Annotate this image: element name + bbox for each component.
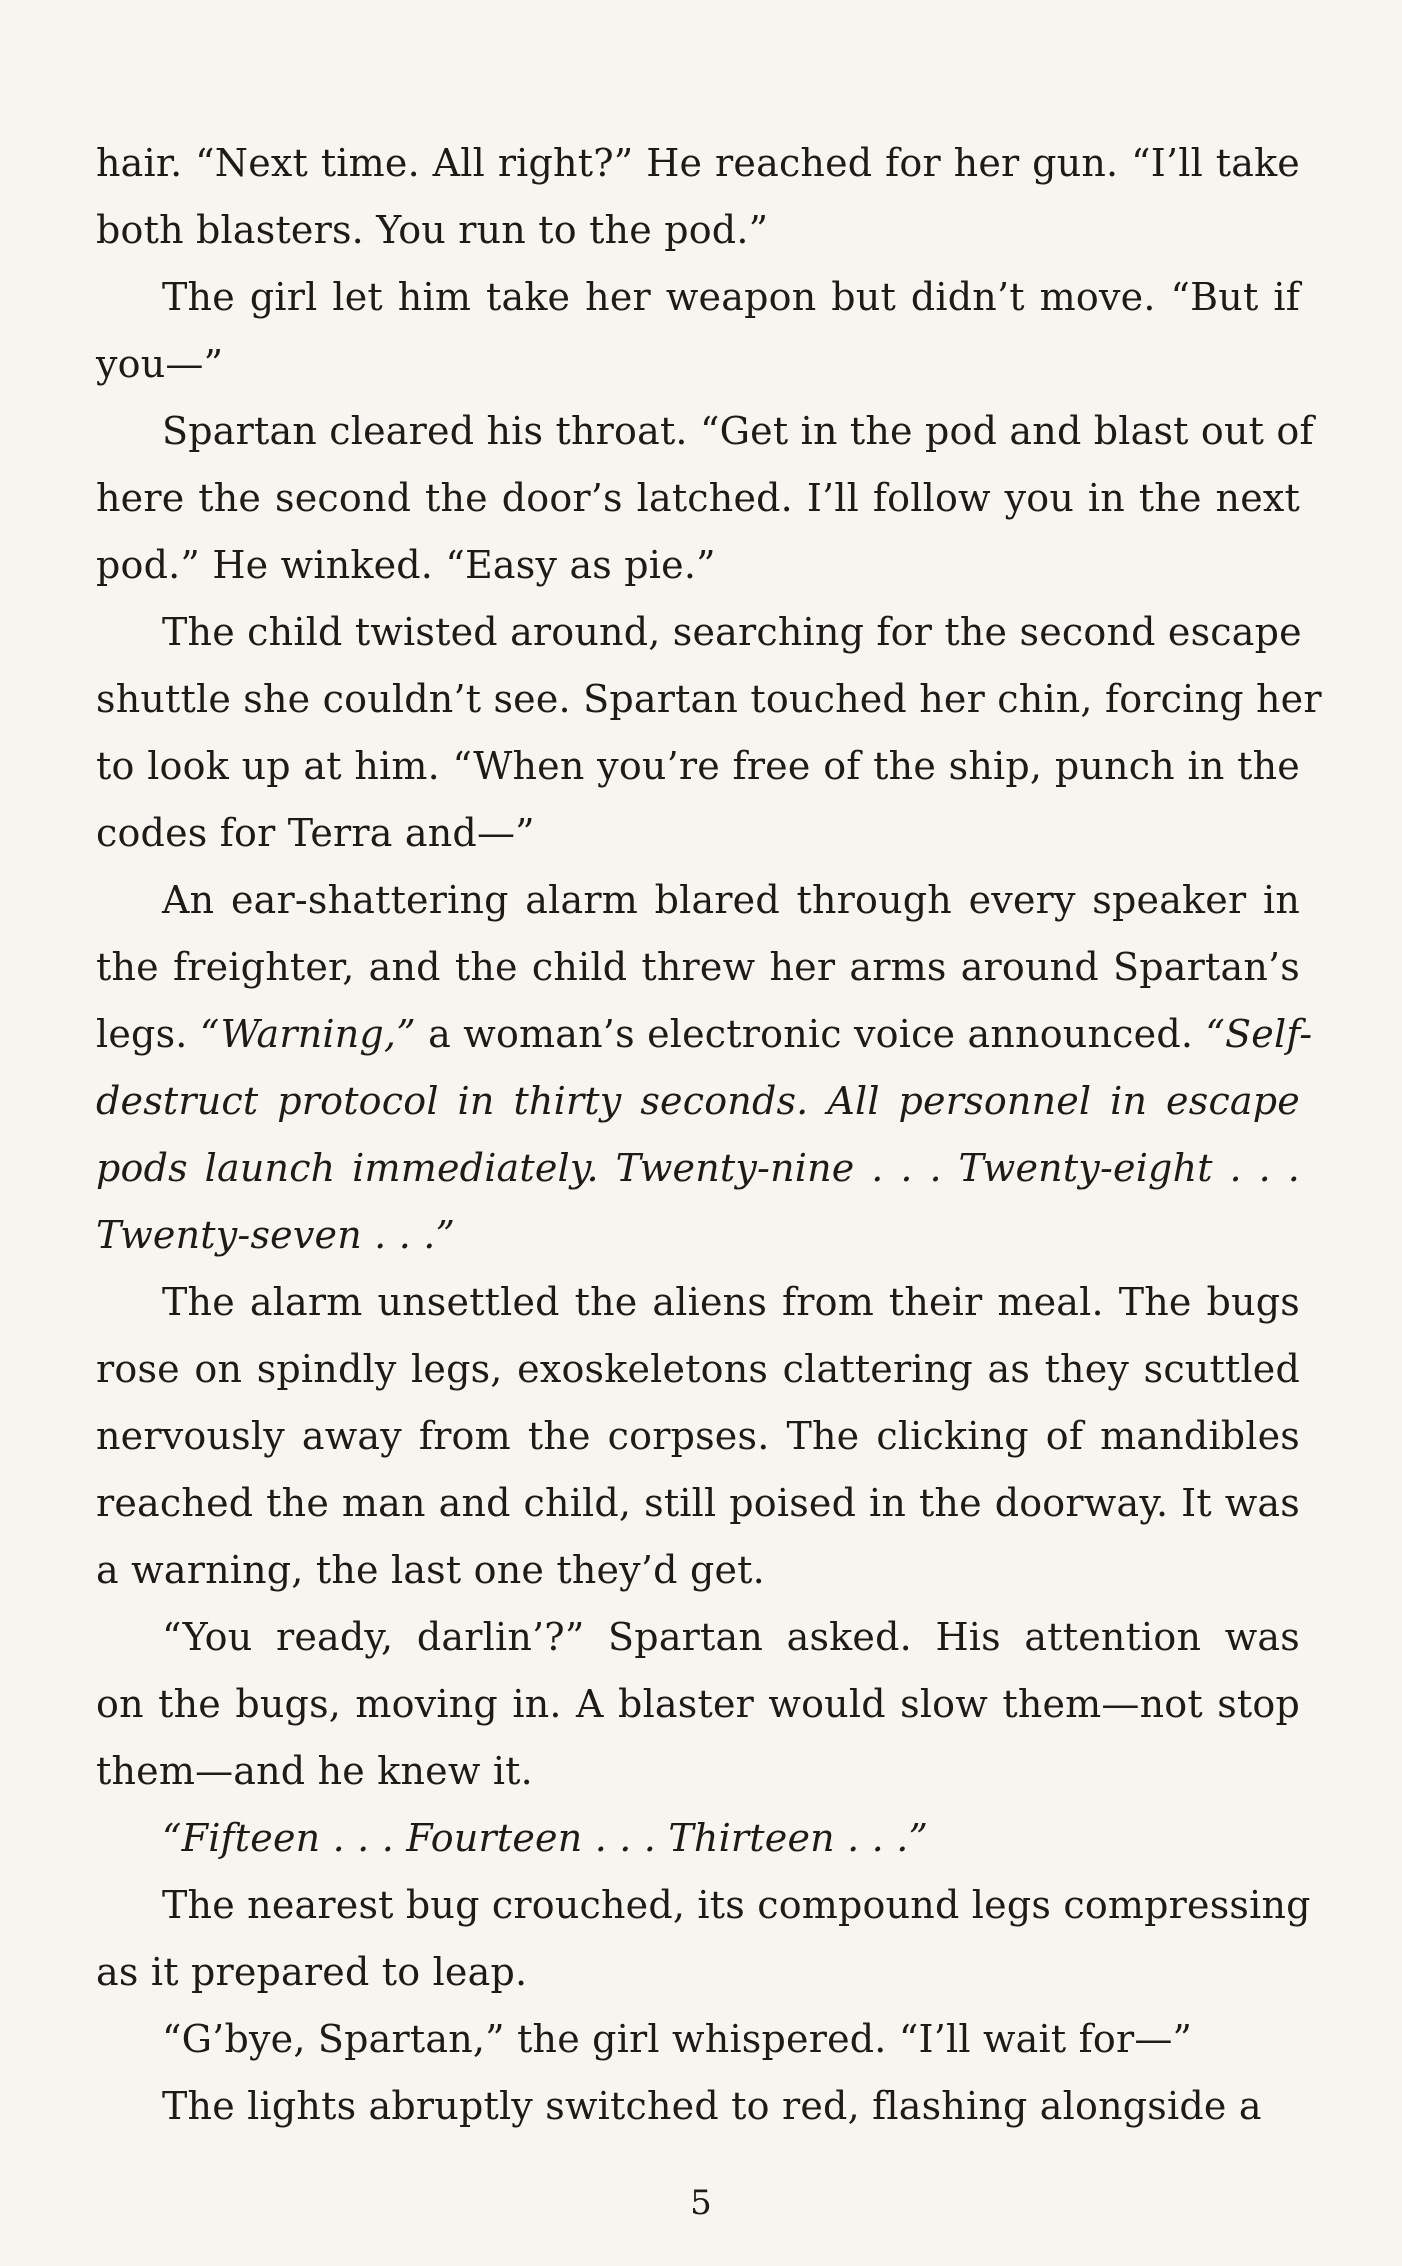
text-segment: on the bugs, moving in. A blaster would slow them—not stop [96,1682,1300,1726]
text-line [96,1939,1300,2006]
paragraph [96,867,1313,1269]
text-segment: as it prepared to leap. [96,1950,528,1994]
text-line [96,2006,1300,2073]
text-line [96,2073,1300,2140]
text-segment: pod.” He winked. “Easy as pie.” [96,543,716,587]
text-line [96,800,1300,867]
text-segment: here the second the door’s latched. I’ll follow you in the next [96,476,1300,520]
text-segment: shuttle she couldn’t see. Spartan touched her chin, forcing her [96,677,1322,721]
page-number: 5 [690,2183,712,2223]
paragraph [96,2073,1300,2140]
paragraph [96,599,1322,867]
text-segment: The child twisted around, searching for the second escape [162,610,1302,654]
text-line [96,264,1300,331]
text-line [96,1068,1300,1135]
text-segment: An ear-shattering alarm blared through every speaker in [162,878,1300,922]
italic-text: “Self- [1205,1012,1313,1056]
paragraph [96,1269,1300,1604]
text-line [96,733,1300,800]
text-segment: “You ready, darlin’?” Spartan asked. His attention was [162,1615,1300,1659]
text-segment: Spartan cleared his throat. “Get in the pod and blast out of [162,409,1314,453]
text-segment: rose on spindly legs, exoskeletons clattering as they scuttled [96,1347,1300,1391]
italic-text: “Fifteen . . . Fourteen . . . Thirteen . . .” [162,1816,929,1860]
text-line [96,666,1322,733]
text-line [96,934,1300,1001]
text-line [96,1470,1300,1537]
paragraph [96,1805,1300,1872]
text-segment: both blasters. You run to the pod.” [96,208,769,252]
text-segment: nervously away from the corpses. The clicking of mandibles [96,1414,1300,1458]
text-segment: to look up at him. “When you’re free of the ship, punch in the [96,744,1300,788]
text-line [96,1537,1300,1604]
text-line [96,1738,1300,1805]
text-line [96,1872,1311,1939]
text-line [96,1135,1300,1202]
text-line [96,398,1314,465]
text-line [96,1336,1300,1403]
text-segment: the freighter, and the child threw her arms around Spartan’s [96,945,1300,989]
text-segment: codes for Terra and—” [96,811,535,855]
paragraph [96,130,1300,264]
text-segment: The alarm unsettled the aliens from their meal. The bugs [162,1280,1300,1324]
text-line [96,1805,1300,1872]
text-segment: hair. “Next time. All right?” He reached for her gun. “I’ll take [96,141,1300,185]
text-line [96,1604,1300,1671]
text-line [96,331,1300,398]
text-line [96,1202,1300,1269]
text-line [96,1671,1300,1738]
text-line [96,532,1300,599]
text-line [96,130,1300,197]
text-segment: a woman’s electronic voice announced. [415,1012,1206,1056]
text-line [96,1269,1300,1336]
paragraph [96,1872,1311,2006]
italic-text: Twenty-seven . . .” [96,1213,456,1257]
text-segment: The nearest bug crouched, its compound legs compressing [162,1883,1311,1927]
text-segment: legs. [96,1012,200,1056]
text-line [96,599,1300,666]
text-segment: a warning, the last one they’d get. [96,1548,765,1592]
text-segment: “G’bye, Spartan,” the girl whispered. “I’ll wait for—” [162,2017,1193,2061]
text-segment: The lights abruptly switched to red, flashing alongside a [162,2084,1262,2128]
text-segment: them—and he knew it. [96,1749,533,1793]
text-line [96,867,1300,934]
text-line [96,1001,1313,1068]
paragraph [96,264,1300,398]
italic-text: destruct protocol in thirty seconds. All personnel in escape [96,1079,1300,1123]
italic-text: “Warning,” [199,1012,416,1056]
paragraph [96,2006,1300,2073]
body-text [96,130,1322,2140]
text-segment: reached the man and child, still poised in the doorway. It was [96,1481,1300,1525]
text-segment: you—” [96,342,224,386]
text-line [96,1403,1300,1470]
paragraph [96,1604,1300,1805]
italic-text: pods launch immediately. Twenty-nine . . . Twenty-eight . . . [96,1146,1300,1190]
text-segment: The girl let him take her weapon but didn’t move. “But if [162,275,1300,319]
paragraph [96,398,1314,599]
text-line [96,465,1300,532]
text-line [96,197,1300,264]
